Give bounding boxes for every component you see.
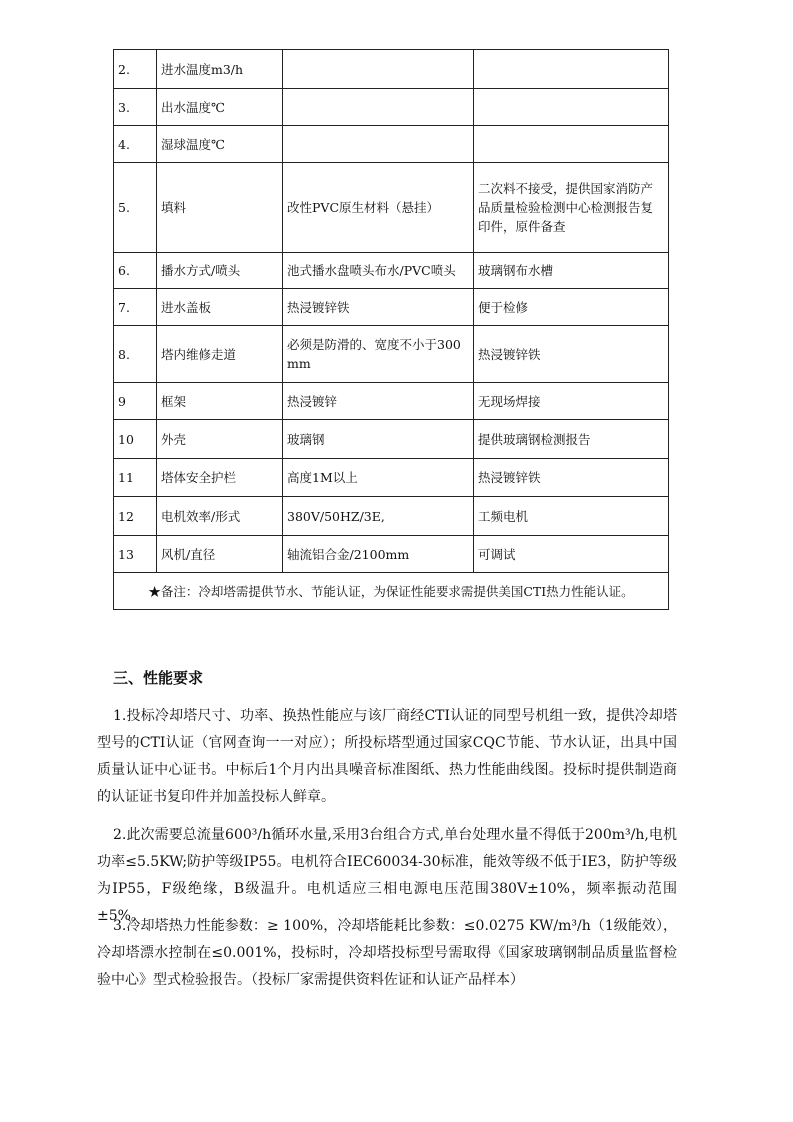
spec-cell <box>283 89 474 126</box>
table-row <box>114 536 669 573</box>
remark-cell <box>474 89 669 126</box>
table-row <box>114 497 669 536</box>
item-name-cell: 电机效率/形式 <box>157 497 283 536</box>
remark-cell <box>474 126 669 163</box>
row-number-cell: 13 <box>114 536 157 573</box>
paragraph-3: 3.冷却塔热力性能参数：≥ 100%，冷却塔能耗比参数：≤0.0275 KW/m³/h（1级能效），冷却塔漂水控制在≤0.001%，投标时，冷却塔投标型号需取得《国家玻璃钢制品质量监督检验中心》型式检验报告。（投标厂家需提供资料佐证和认证产品样本） <box>97 918 677 988</box>
spec-cell: 380V/50HZ/3E, <box>283 497 474 536</box>
spec-cell: 热浸镀锌 <box>283 383 474 420</box>
row-number-cell: 12 <box>114 497 157 536</box>
item-name-cell: 外壳 <box>157 420 283 459</box>
remark-cell: 玻璃钢布水槽 <box>474 253 669 289</box>
row-number-cell: 10 <box>114 420 157 459</box>
item-name-cell: 播水方式/喷头 <box>157 253 283 289</box>
row-number-cell: 5. <box>114 163 157 253</box>
item-name-cell: 出水温度℃ <box>157 89 283 126</box>
item-name-cell: 填料 <box>157 163 283 253</box>
spec-cell: 高度1M以上 <box>283 459 474 497</box>
remark-cell: 无现场焊接 <box>474 383 669 420</box>
table-row <box>114 253 669 289</box>
note-row <box>114 573 669 610</box>
row-number-cell: 6. <box>114 253 157 289</box>
spec-cell: 轴流铝合金/2100mm <box>283 536 474 573</box>
table-row <box>114 163 669 253</box>
spec-cell: 改性PVC原生材料（悬挂） <box>283 163 474 253</box>
remark-cell: 热浸镀锌铁 <box>474 326 669 383</box>
table-row <box>114 89 669 126</box>
remark-cell: 便于检修 <box>474 289 669 326</box>
note-cell: ★备注：冷却塔需提供节水、节能认证，为保证性能要求需提供美国CTI热力性能认证。 <box>114 573 669 610</box>
remark-cell: 提供玻璃钢检测报告 <box>474 420 669 459</box>
item-name-cell: 进水温度m3/h <box>157 50 283 89</box>
spec-cell: 池式播水盘喷头布水/PVC喷头 <box>283 253 474 289</box>
table-row <box>114 50 669 89</box>
paragraph-2: 2.此次需要总流量600³/h循环水量,采用3台组合方式,单台处理水量不得低于200m³/h,电机功率≤5.5KW;防护等级IP55。电机符合IEC60034-30标准，能效等级不低于IE3，防护等级为IP55，F级绝缘，B级温升。电机适应三相电源电压范围380V±10%，频率振动范围±5%。 <box>97 827 677 924</box>
spec-table <box>113 49 669 610</box>
item-name-cell: 湿球温度℃ <box>157 126 283 163</box>
remark-cell: 热浸镀锌铁 <box>474 459 669 497</box>
remark-cell <box>474 50 669 89</box>
spec-cell <box>283 126 474 163</box>
remark-cell: 工频电机 <box>474 497 669 536</box>
row-number-cell: 9 <box>114 383 157 420</box>
table-row <box>114 289 669 326</box>
row-number-cell: 11 <box>114 459 157 497</box>
item-name-cell: 塔体安全护栏 <box>157 459 283 497</box>
table-row <box>114 383 669 420</box>
row-number-cell: 2. <box>114 50 157 89</box>
item-name-cell: 塔内维修走道 <box>157 326 283 383</box>
remark-cell: 二次料不接受，提供国家消防产品质量检验检测中心检测报告复印件，原件备查 <box>474 163 669 253</box>
remark-cell: 可调试 <box>474 536 669 573</box>
table-row <box>114 326 669 383</box>
table-row <box>114 459 669 497</box>
table-row <box>114 420 669 459</box>
section-heading: 三、性能要求 <box>113 669 204 687</box>
spec-cell: 必须是防滑的、宽度不小于300mm <box>283 326 474 383</box>
item-name-cell: 进水盖板 <box>157 289 283 326</box>
spec-cell: 热浸镀锌铁 <box>283 289 474 326</box>
paragraph-1: 1.投标冷却塔尺寸、功率、换热性能应与该厂商经CTI认证的同型号机组一致，提供冷却塔型号的CTI认证（官网查询一一对应）；所投标塔型通过国家CQC节能、节水认证，出具中国质量认证中心证书。中标后1个月内出具噪音标准图纸、热力性能曲线图。投标时提供制造商的认证证书复印件并加盖投标人鲜章。 <box>97 708 677 805</box>
table-row <box>114 126 669 163</box>
spec-table-body <box>114 50 669 573</box>
row-number-cell: 8. <box>114 326 157 383</box>
row-number-cell: 7. <box>114 289 157 326</box>
item-name-cell: 框架 <box>157 383 283 420</box>
row-number-cell: 4. <box>114 126 157 163</box>
item-name-cell: 风机/直径 <box>157 536 283 573</box>
row-number-cell: 3. <box>114 89 157 126</box>
spec-cell: 玻璃钢 <box>283 420 474 459</box>
spec-cell <box>283 50 474 89</box>
